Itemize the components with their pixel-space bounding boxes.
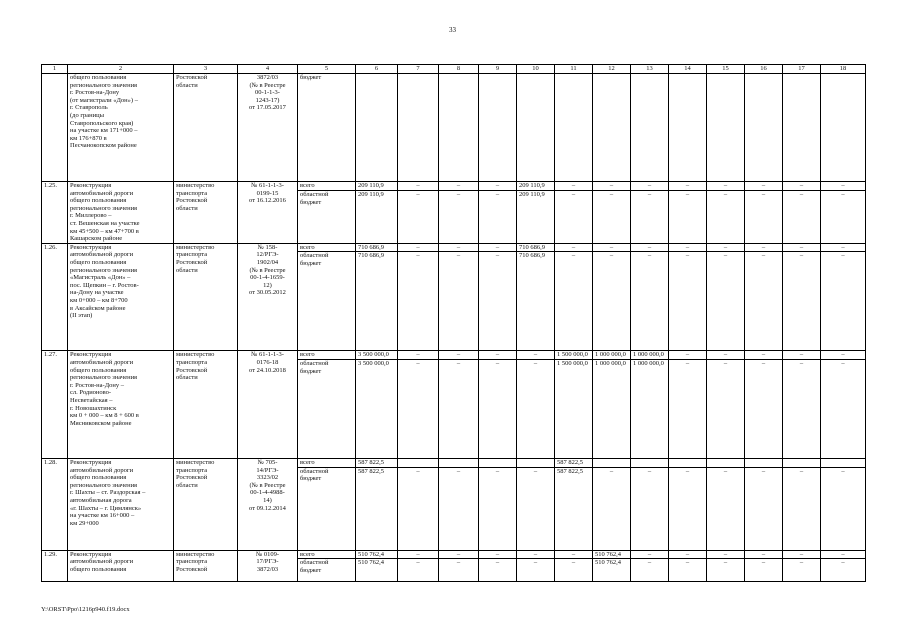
executor: министерство транспорта Ростовской области [174,243,238,351]
amount-cell: – [631,550,669,559]
funding-source: областной бюджет [298,359,356,458]
funding-source: всего [298,458,356,467]
amount-cell [356,74,398,182]
table-row [42,458,866,467]
amount-cell [593,458,631,467]
amount-cell: – [707,252,745,351]
amount-cell: – [398,252,439,351]
column-number: 3 [174,65,238,74]
amount-cell: – [821,191,866,243]
amount-cell: – [479,351,517,360]
amount-cell: – [593,182,631,191]
amount-cell: – [783,550,821,559]
funding-source: всего [298,182,356,191]
amount-cell: – [821,467,866,550]
amount-cell: 710 686,9 [517,243,555,252]
amount-cell: – [631,243,669,252]
column-number: 12 [593,65,631,74]
amount-cell: – [593,252,631,351]
executor: Ростовской области [174,74,238,182]
column-number: 11 [555,65,593,74]
amount-cell: – [821,243,866,252]
amount-cell: – [707,182,745,191]
amount-cell: 710 686,9 [517,252,555,351]
amount-cell [555,74,593,182]
amount-cell: – [783,252,821,351]
amount-cell [439,74,479,182]
amount-cell: – [398,243,439,252]
funding-source: областной бюджет [298,191,356,243]
amount-cell [398,458,439,467]
amount-cell: – [669,252,707,351]
amount-cell: 710 686,9 [356,243,398,252]
funding-source: всего [298,550,356,559]
item-name: Реконструкция автомобильной дороги общего пользования [68,550,174,582]
amount-cell: – [479,243,517,252]
amount-cell: – [669,359,707,458]
amount-cell: 710 686,9 [356,252,398,351]
amount-cell: – [479,559,517,582]
amount-cell [783,74,821,182]
item-number: 1.27. [42,351,68,459]
amount-cell: 510 762,4 [356,550,398,559]
item-number: 1.25. [42,182,68,244]
amount-cell: – [783,243,821,252]
amount-cell: – [398,550,439,559]
amount-cell: 1 000 000,0 [631,359,669,458]
column-number: 18 [821,65,866,74]
amount-cell [745,74,783,182]
document-ref: № 0109- 17/РГЭ- 3872/03 [238,550,298,582]
item-name: Реконструкция автомобильной дороги общего пользования регионального значения г. Миллерово – ст. Вешенская на участке км 45+500 – км 47+700 в Кашарском районе [68,182,174,244]
column-number: 7 [398,65,439,74]
amount-cell [479,74,517,182]
item-name: Реконструкция автомобильной дороги общего пользования регионального значения г. Шахты – ст. Раздорская – автомобильная дорога «г. Шахты – г. Цимлянск» на участке км 16+000 – км 29+000 [68,458,174,550]
amount-cell: – [783,182,821,191]
amount-cell [707,74,745,182]
amount-cell: – [631,467,669,550]
amount-cell [669,74,707,182]
amount-cell [517,74,555,182]
amount-cell: – [439,550,479,559]
amount-cell: – [517,559,555,582]
amount-cell: – [479,467,517,550]
amount-cell: – [745,243,783,252]
amount-cell: – [745,359,783,458]
amount-cell [821,458,866,467]
page-number: 33 [449,26,456,34]
amount-cell: – [439,351,479,360]
amount-cell: 209 110,9 [356,191,398,243]
item-name: общего пользования регионального значения г. Ростов-на-Дону (от магистрали «Дон») – г. Ставрополь (до границы Ставропольского края) на участке км 171+000 – км 176+870 в Песчанокопском районе [68,74,174,182]
item-number: 1.26. [42,243,68,351]
document-ref: № 705- 14/РГЭ- 3323/02 (№ в Реестре 00-1-4-4988- 14) от 09.12.2014 [238,458,298,550]
amount-cell [669,458,707,467]
amount-cell: – [439,182,479,191]
amount-cell: – [439,191,479,243]
funding-source: бюджет [298,74,356,182]
amount-cell: – [707,191,745,243]
table-row [42,351,866,360]
amount-cell: – [707,550,745,559]
document-ref: 3872/03 (№ в Реестре 00-1-1-3- 1243-17) от 17.05.2017 [238,74,298,182]
amount-cell: 1 500 000,0 [555,351,593,360]
amount-cell: – [821,559,866,582]
table-row [42,74,866,182]
column-number: 16 [745,65,783,74]
item-number: 1.28. [42,458,68,550]
amount-cell: – [783,467,821,550]
column-number: 14 [669,65,707,74]
amount-cell: – [555,191,593,243]
column-number: 15 [707,65,745,74]
table-row [42,243,866,252]
amount-cell: 587 822,5 [356,467,398,550]
amount-cell: – [707,467,745,550]
item-name: Реконструкция автомобильной дороги общего пользования регионального значения г. Ростов-на-Дону – сл. Родионово- Несветайская – г. Новошахтинск км 0 + 000 – км 8 + 600 в Мясниковском районе [68,351,174,459]
item-name: Реконструкция автомобильной дороги общего пользования регионального значения «Магистраль «Дон» – пос. Щепкин – г. Ростов- на-Дону на участке км 0+000 – км 8+700 в Аксайском районе (II этап) [68,243,174,351]
amount-cell [517,458,555,467]
amount-cell: 510 762,4 [356,559,398,582]
program-table [41,64,866,582]
column-number: 4 [238,65,298,74]
amount-cell: – [821,359,866,458]
executor: министерство транспорта Ростовской области [174,182,238,244]
column-number: 5 [298,65,356,74]
funding-source: всего [298,351,356,360]
amount-cell: 3 500 000,0 [356,359,398,458]
amount-cell: – [398,559,439,582]
executor: министерство транспорта Ростовской области [174,458,238,550]
amount-cell: 1 500 000,0 [555,359,593,458]
amount-cell: – [517,351,555,360]
amount-cell: – [745,550,783,559]
amount-cell: – [555,252,593,351]
amount-cell: 1 000 000,0 [631,351,669,360]
amount-cell: – [745,351,783,360]
amount-cell: 3 500 000,0 [356,351,398,360]
amount-cell [398,74,439,182]
footer-file-path: Y:\ORST\Ppo\1216p940.f19.docx [41,606,130,613]
amount-cell: – [669,550,707,559]
amount-cell: – [821,252,866,351]
executor: министерство транспорта Ростовской [174,550,238,582]
amount-cell [783,458,821,467]
amount-cell: 209 110,9 [517,182,555,191]
amount-cell [439,458,479,467]
amount-cell: – [745,182,783,191]
table-row [42,182,866,191]
amount-cell [631,74,669,182]
column-number: 9 [479,65,517,74]
table-row [42,550,866,559]
amount-cell: 510 762,4 [593,559,631,582]
amount-cell: – [745,252,783,351]
amount-cell: – [479,191,517,243]
amount-cell [745,458,783,467]
item-number: 1.29. [42,550,68,582]
amount-cell: 587 822,5 [555,467,593,550]
amount-cell: – [707,559,745,582]
amount-cell: – [398,467,439,550]
amount-cell: – [783,559,821,582]
amount-cell: 587 822,5 [555,458,593,467]
amount-cell: – [745,191,783,243]
amount-cell: 1 000 000,0 [593,359,631,458]
amount-cell: – [555,182,593,191]
amount-cell [593,74,631,182]
amount-cell: – [821,182,866,191]
amount-cell: – [783,351,821,360]
amount-cell: – [517,359,555,458]
amount-cell: – [398,351,439,360]
funding-source: областной бюджет [298,559,356,582]
funding-source: областной бюджет [298,467,356,550]
amount-cell: – [555,559,593,582]
amount-cell: – [631,182,669,191]
amount-cell: – [439,559,479,582]
amount-cell [707,458,745,467]
amount-cell: – [593,243,631,252]
amount-cell: – [555,243,593,252]
amount-cell: – [479,182,517,191]
amount-cell: – [631,559,669,582]
amount-cell: – [593,467,631,550]
amount-cell: – [439,243,479,252]
amount-cell: – [707,243,745,252]
amount-cell: – [593,191,631,243]
amount-cell: – [479,550,517,559]
amount-cell: – [669,559,707,582]
funding-source: областной бюджет [298,252,356,351]
item-number [42,74,68,182]
column-number: 10 [517,65,555,74]
amount-cell: – [669,351,707,360]
funding-source: всего [298,243,356,252]
column-number: 8 [439,65,479,74]
amount-cell: – [669,191,707,243]
amount-cell: – [517,467,555,550]
amount-cell: – [398,191,439,243]
amount-cell [821,74,866,182]
amount-cell: 587 822,5 [356,458,398,467]
amount-cell: – [783,191,821,243]
column-number: 6 [356,65,398,74]
amount-cell [479,458,517,467]
amount-cell: 510 762,4 [593,550,631,559]
amount-cell: – [821,550,866,559]
column-number-row [42,65,866,74]
column-number: 1 [42,65,68,74]
amount-cell: 1 000 000,0 [593,351,631,360]
amount-cell: – [631,191,669,243]
amount-cell: – [398,359,439,458]
amount-cell: – [669,182,707,191]
amount-cell: – [555,550,593,559]
amount-cell: – [745,559,783,582]
amount-cell: – [517,550,555,559]
amount-cell: – [821,351,866,360]
amount-cell: – [707,359,745,458]
amount-cell: – [479,359,517,458]
document-ref: № 61-1-1-3- 0199-15 от 16.12.2016 [238,182,298,244]
amount-cell: 209 110,9 [356,182,398,191]
column-number: 2 [68,65,174,74]
document-ref: № 61-1-1-3- 0176-18 от 24.10.2018 [238,351,298,459]
amount-cell: – [439,359,479,458]
amount-cell: – [398,182,439,191]
column-number: 13 [631,65,669,74]
amount-cell: – [669,467,707,550]
amount-cell: – [439,252,479,351]
amount-cell: – [479,252,517,351]
amount-cell: 209 110,9 [517,191,555,243]
column-number: 17 [783,65,821,74]
amount-cell [631,458,669,467]
amount-cell: – [439,467,479,550]
document-ref: № 158- 12/РГЭ- 1902/04 (№ в Реестре 00-1-4-1659- 12) от 30.05.2012 [238,243,298,351]
amount-cell: – [707,351,745,360]
amount-cell: – [669,243,707,252]
amount-cell: – [745,467,783,550]
amount-cell: – [631,252,669,351]
executor: министерство транспорта Ростовской области [174,351,238,459]
amount-cell: – [783,359,821,458]
